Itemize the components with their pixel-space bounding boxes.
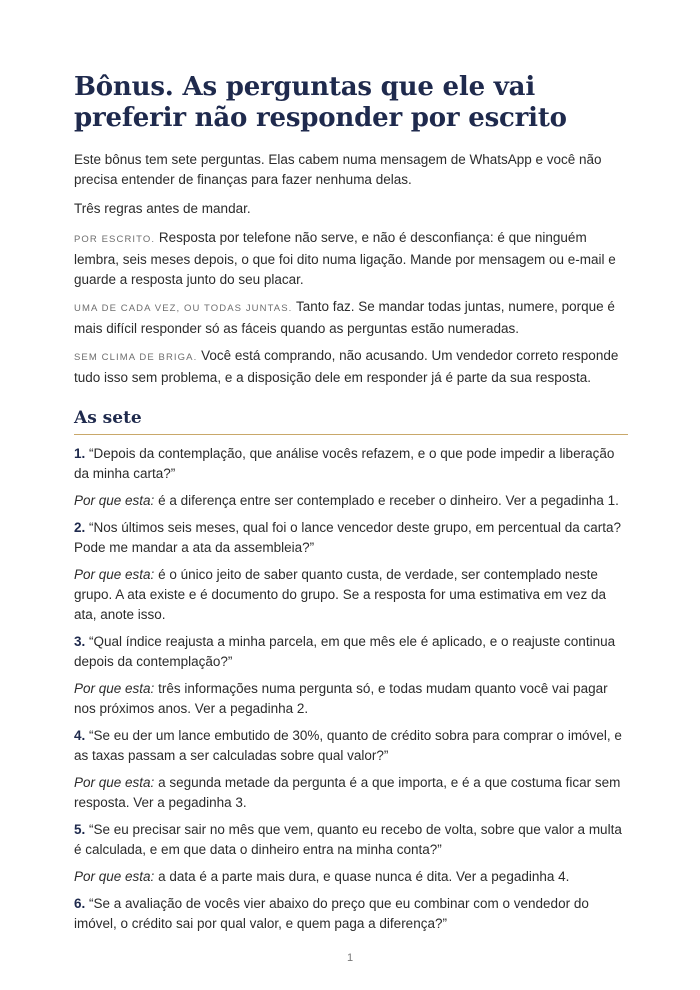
rationale-text: três informações numa pergunta só, e todas mudam quanto você vai pagar nos próximos anos. Ver a pegadinha 2. bbox=[74, 681, 608, 716]
document-page bbox=[74, 72, 628, 941]
question-number: 4. bbox=[74, 728, 86, 743]
question-text: “Depois da contemplação, que análise vocês refazem, e o que pode impedir a liberação da minha carta?” bbox=[74, 446, 615, 481]
question-item bbox=[74, 444, 628, 484]
question-text: “Se eu precisar sair no mês que vem, quanto eu recebo de volta, sobre que valor a multa é calculada, e em que data o dinheiro entra na minha conta?” bbox=[74, 822, 622, 857]
page-number: 1 bbox=[346, 952, 354, 964]
rationale-label: Por que esta: bbox=[74, 869, 155, 884]
question-text: “Se a avaliação de vocês vier abaixo do preço que eu combinar com o vendedor do imóvel, o crédito sai por qual valor, e quem paga a diferença?” bbox=[74, 896, 589, 931]
question-rationale bbox=[74, 491, 628, 511]
rationale-label: Por que esta: bbox=[74, 775, 155, 790]
rule-item bbox=[74, 297, 628, 339]
rule-text: Tanto faz. Se mandar todas juntas, numere, porque é mais difícil responder só as fáceis quando as perguntas estão numeradas. bbox=[74, 299, 615, 336]
section-heading: As sete bbox=[74, 407, 628, 435]
question-item bbox=[74, 820, 628, 860]
rationale-label: Por que esta: bbox=[74, 493, 155, 508]
intro-paragraph: Este bônus tem sete perguntas. Elas cabem numa mensagem de WhatsApp e você não precisa entender de finanças para fazer nenhuma delas. bbox=[74, 152, 602, 187]
question-item bbox=[74, 518, 628, 558]
question-list bbox=[74, 444, 628, 934]
rule-label: POR ESCRITO. bbox=[74, 234, 156, 245]
question-number: 5. bbox=[74, 822, 86, 837]
question-rationale bbox=[74, 867, 628, 887]
rationale-text: é a diferença entre ser contemplado e receber o dinheiro. Ver a pegadinha 1. bbox=[158, 493, 619, 508]
question-number: 1. bbox=[74, 446, 86, 461]
question-number: 3. bbox=[74, 634, 86, 649]
rationale-label: Por que esta: bbox=[74, 567, 155, 582]
question-rationale bbox=[74, 565, 628, 625]
rationale-text: é o único jeito de saber quanto custa, de verdade, ser contemplado neste grupo. A ata existe e é documento do grupo. Se a resposta for uma estimativa em vez da ata, anote isso. bbox=[74, 567, 607, 622]
rationale-label: Por que esta: bbox=[74, 681, 155, 696]
rationale-text: a data é a parte mais dura, e quase nunca é dita. Ver a pegadinha 4. bbox=[158, 869, 570, 884]
rule-label: SEM CLIMA DE BRIGA. bbox=[74, 352, 198, 363]
question-item bbox=[74, 726, 628, 766]
question-number: 2. bbox=[74, 520, 86, 535]
rationale-text: a segunda metade da pergunta é a que importa, e é a que costuma ficar sem resposta. Ver a pegadinha 3. bbox=[74, 775, 621, 810]
question-number: 6. bbox=[74, 896, 86, 911]
rule-item bbox=[74, 228, 628, 290]
question-item bbox=[74, 632, 628, 672]
question-text: “Qual índice reajusta a minha parcela, em que mês ele é aplicado, e o reajuste continua depois da contemplação?” bbox=[74, 634, 616, 669]
question-item bbox=[74, 894, 628, 934]
question-rationale bbox=[74, 773, 628, 813]
rule-label: UMA DE CADA VEZ, OU TODAS JUNTAS. bbox=[74, 303, 293, 314]
rule-item bbox=[74, 346, 628, 388]
question-text: “Se eu der um lance embutido de 30%, quanto de crédito sobra para comprar o imóvel, e as taxas passam a ser calculadas sobre qual valor?” bbox=[74, 728, 622, 763]
intro-rules-lead: Três regras antes de mandar. bbox=[74, 201, 251, 216]
page-title: Bônus. As perguntas que ele vai preferir não responder por escrito bbox=[74, 72, 567, 133]
rule-text: Resposta por telefone não serve, e não é desconfiança: é que ninguém lembra, seis meses depois, o que foi dito numa ligação. Mande por mensagem ou e-mail e guarde a resposta junto do seu placar. bbox=[74, 230, 616, 287]
rule-text: Você está comprando, não acusando. Um vendedor correto responde tudo isso sem problema, e a disposição dele em responder já é parte da sua resposta. bbox=[74, 348, 619, 385]
question-rationale bbox=[74, 679, 628, 719]
question-text: “Nos últimos seis meses, qual foi o lance vencedor deste grupo, em percentual da carta? Pode me mandar a ata da assembleia?” bbox=[74, 520, 622, 555]
